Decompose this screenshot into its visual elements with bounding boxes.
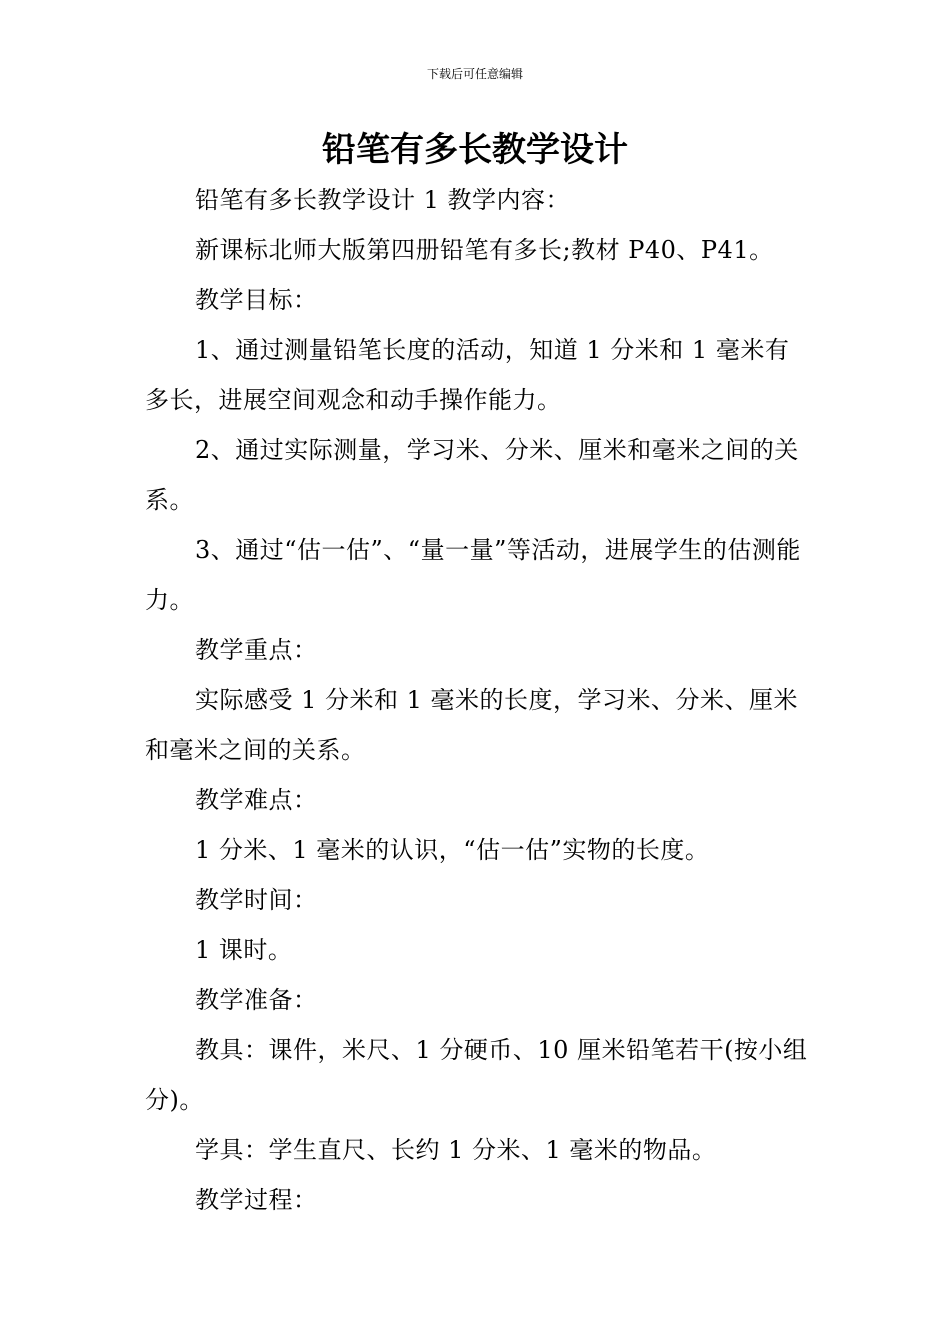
- document-title: 铅笔有多长教学设计: [322, 130, 628, 170]
- paragraph-textbook: 新课标北师大版第四册铅笔有多长;教材 P40、P41。: [195, 236, 774, 264]
- paragraph-student-tools: 学具：学生直尺、长约 1 分米、1 毫米的物品。: [195, 1136, 717, 1164]
- paragraph-objective-2: 2、通过实际测量，学习米、分米、厘米和毫米之间的关系。: [145, 436, 799, 514]
- paragraph-key-points: 实际感受 1 分米和 1 毫米的长度，学习米、分米、厘米和毫米之间的关系。: [145, 686, 799, 764]
- paragraph-objective-3: 3、通过“估一估”、“量一量”等活动，进展学生的估测能力。: [145, 536, 801, 614]
- paragraph-teacher-tools: 教具：课件，米尺、1 分硬币、10 厘米铅笔若干(按小组分)。: [145, 1036, 808, 1114]
- heading-objectives: 教学目标：: [195, 286, 318, 314]
- header-note: 下载后可任意编辑: [426, 67, 523, 81]
- heading-key-points: 教学重点：: [195, 636, 318, 664]
- heading-process: 教学过程：: [195, 1186, 318, 1214]
- paragraph-time: 1 课时。: [195, 936, 293, 964]
- heading-difficulties: 教学难点：: [195, 786, 318, 814]
- paragraph-content-intro: 铅笔有多长教学设计 1 教学内容：: [195, 186, 571, 214]
- heading-preparation: 教学准备：: [195, 986, 318, 1014]
- paragraph-difficulties: 1 分米、1 毫米的认识，“估一估”实物的长度。: [195, 836, 710, 864]
- heading-time: 教学时间：: [195, 886, 318, 914]
- document-body: [145, 175, 810, 1225]
- paragraph-objective-1: 1、通过测量铅笔长度的活动，知道 1 分米和 1 毫米有多长，进展空间观念和动手操作能力。: [145, 336, 790, 414]
